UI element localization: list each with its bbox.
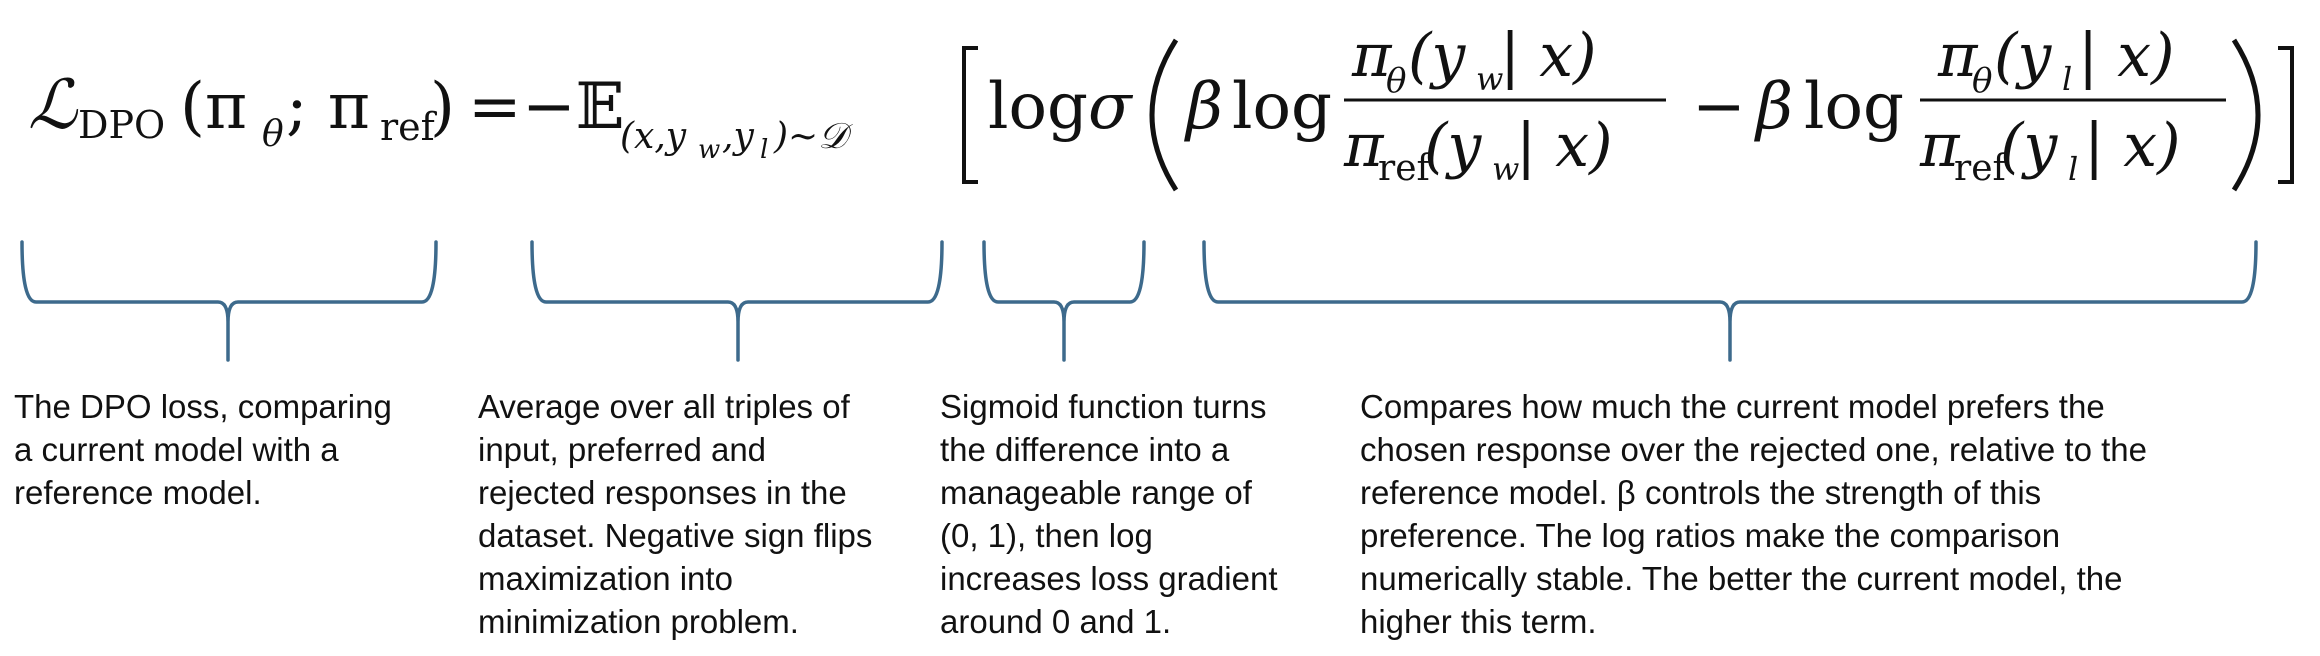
lhs-close-paren: ) <box>430 70 455 144</box>
frac2-num-y: (y <box>1994 21 2052 91</box>
neg-expectation: −𝔼 <box>522 70 625 144</box>
lhs-semicolon-pi: ; π <box>286 70 370 144</box>
frac2-den-y: (y <box>2000 111 2058 181</box>
log-1: log <box>1232 70 1332 144</box>
frac2-num-given: | x) <box>2078 21 2175 91</box>
frac2-num-pi: π <box>1938 21 1978 91</box>
annotation-expectation: Average over all triples of input, preferred and rejected responses in the dataset. Negative sign flips maximization into minimization problem. <box>478 388 873 640</box>
frac2-den-pi: π <box>1920 111 1960 181</box>
annotation-braces <box>0 230 2320 370</box>
sigma-symbol: σ <box>1088 70 1132 144</box>
left-square-bracket <box>964 48 978 182</box>
brace-sigmoid <box>984 242 1144 360</box>
frac1-num-w: w <box>1476 60 1504 98</box>
dpo-loss-equation <box>0 0 2320 200</box>
expect-sub-b: ,y <box>722 116 754 157</box>
lhs-ref-sub: ref <box>380 105 435 149</box>
frac1-num-theta: θ <box>1386 61 1407 101</box>
frac1-num-given: | x) <box>1500 21 1597 91</box>
annotation-sigmoid: Sigmoid function turns the difference into a manageable range of (0, 1), then log increases loss gradient around 0 and 1. <box>940 388 1278 640</box>
brace-loss <box>22 242 436 360</box>
expect-sub-end: )∼𝒟 <box>774 116 847 157</box>
right-big-paren <box>2234 40 2258 190</box>
expect-sub-w: w <box>698 135 721 165</box>
frac1-den-given: | x) <box>1516 111 1613 181</box>
frac1-num-pi: π <box>1352 21 1392 91</box>
log-2: log <box>1804 70 1904 144</box>
equals-sign: = <box>468 70 522 144</box>
left-big-paren <box>1152 40 1176 190</box>
frac2-num-theta: θ <box>1972 61 1993 101</box>
frac1-den-pi: π <box>1344 111 1384 181</box>
log-outer: log <box>988 70 1088 144</box>
frac1-den-ref: ref <box>1378 148 1430 189</box>
right-square-bracket <box>2278 48 2292 182</box>
lhs-open-args: (π <box>180 70 248 144</box>
beta-1: β <box>1186 70 1223 144</box>
annotation-log-ratio: Compares how much the current model prefers the chosen response over the rejected one, relative to the reference model. β controls the strength of this preference. The log ratios make the comparison numerically stable. The better the current model, the higher this term. <box>1360 388 2147 640</box>
frac2-den-given: | x) <box>2084 111 2181 181</box>
loss-subscript: DPO <box>78 103 166 147</box>
brace-expectation <box>532 242 942 360</box>
frac1-num-y: (y <box>1408 21 1466 91</box>
expect-sub-a: (x,y <box>620 116 687 157</box>
frac2-den-ref: ref <box>1954 148 2006 189</box>
minus-sign: − <box>1692 70 1746 144</box>
beta-2: β <box>1756 70 1793 144</box>
loss-symbol: ℒ <box>28 66 77 145</box>
frac2-den-l: l <box>2068 150 2079 188</box>
frac1-den-w: w <box>1492 150 1520 188</box>
annotation-loss: The DPO loss, comparing a current model with a reference model. <box>14 388 392 511</box>
lhs-theta-sub: θ <box>262 114 284 155</box>
frac2-num-l: l <box>2062 60 2073 98</box>
expect-sub-l: l <box>760 135 769 165</box>
frac1-den-y: (y <box>1424 111 1482 181</box>
brace-log-ratio <box>1204 242 2256 360</box>
